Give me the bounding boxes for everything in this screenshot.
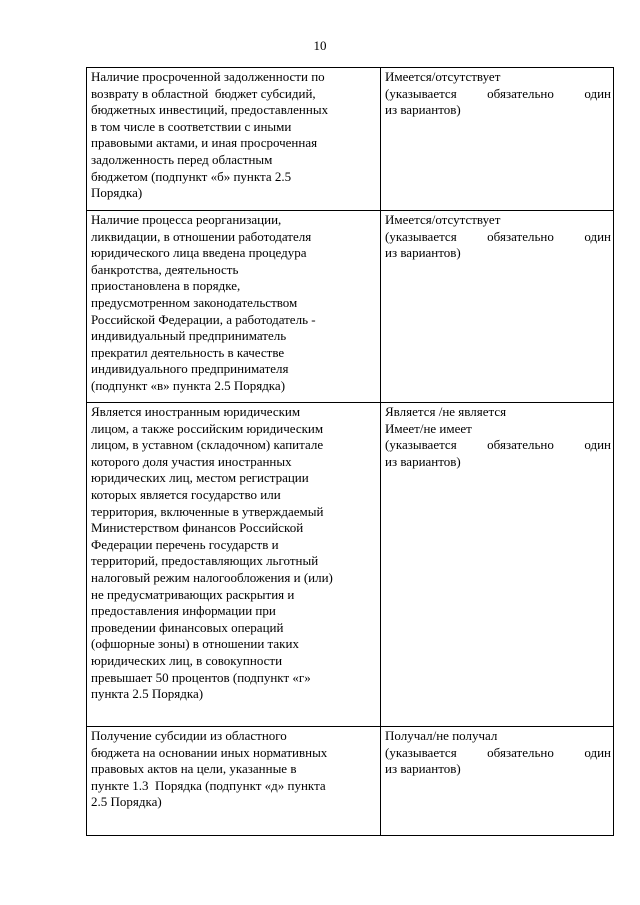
criterion-cell	[87, 211, 381, 403]
criterion-text-line: (офшорные зоны) в отношении таких	[91, 636, 299, 652]
criterion-text-line: Российской Федерации, а работодатель -	[91, 311, 316, 327]
criterion-text-line: 2.5 Порядка)	[91, 794, 162, 810]
criterion-text-line: не предусматривающих раскрытия и	[91, 586, 295, 602]
criterion-cell	[87, 727, 381, 836]
criterion-text-line: предусмотренном законодательством	[91, 294, 298, 310]
answer-cell	[381, 68, 614, 211]
answer-note-line: из вариантов)	[385, 245, 461, 261]
criterion-text-line: возврату в областной бюджет субсидий,	[91, 85, 316, 101]
criterion-text-line: территория, включенные в утверждаемый	[91, 503, 324, 519]
criterion-text-line: Является иностранным юридическим	[91, 404, 301, 419]
answer-options-line: Является /не является	[385, 404, 507, 419]
answer-note-line: (указывается обязательно один	[385, 437, 611, 453]
criterion-text-line: юридических лиц, местом регистрации	[91, 470, 309, 486]
criterion-text-line: которых является государство или	[91, 486, 281, 502]
criterion-text-line: приостановлена в порядке,	[91, 278, 241, 294]
criterion-text-line: пункте 1.3 Порядка (подпункт «д» пункта	[91, 777, 326, 793]
answer-options-line: Имеется/отсутствует	[385, 69, 501, 84]
criterion-text-line: проведении финансовых операций	[91, 619, 284, 635]
answer-note-line: (указывается обязательно один	[385, 744, 611, 760]
criterion-text-line: бюджетом (подпункт «б» пункта 2.5	[91, 168, 292, 184]
table-row	[87, 403, 614, 727]
criterion-text-line: правовыми актами, и иная просроченная	[91, 135, 318, 151]
criterion-text-line: Получение субсидии из областного	[91, 728, 287, 743]
table-row	[87, 727, 614, 836]
answer-cell	[381, 211, 614, 403]
answer-note-line: (указывается обязательно один	[385, 228, 611, 244]
criterion-text-line: правовых актов на цели, указанные в	[91, 761, 297, 777]
criterion-text-line: Наличие процесса реорганизации,	[91, 212, 282, 227]
answer-cell	[381, 727, 614, 836]
answer-options-line: Получал/не получал	[385, 728, 498, 743]
criteria-table	[86, 67, 614, 836]
criterion-text-line: Министерством финансов Российской	[91, 520, 304, 536]
criterion-text-line: бюджетных инвестиций, предоставленных	[91, 102, 329, 118]
answer-options-line: Имеется/отсутствует	[385, 212, 501, 227]
criterion-text-line: территорий, предоставляющих льготный	[91, 553, 319, 569]
criterion-cell	[87, 403, 381, 727]
criterion-text-line: Наличие просроченной задолженности по	[91, 69, 325, 84]
answer-cell	[381, 403, 614, 727]
criterion-text-line: лицом, в уставном (складочном) капитале	[91, 437, 324, 453]
answer-options-line: Имеет/не имеет	[385, 420, 472, 436]
criterion-text-line: индивидуальный предприниматель	[91, 328, 287, 344]
answer-note-line: из вариантов)	[385, 102, 461, 118]
criterion-text-line: лицом, а также российским юридическим	[91, 420, 324, 436]
criterion-text-line: задолженность перед областным	[91, 151, 273, 167]
criterion-text-line: которого доля участия иностранных	[91, 453, 292, 469]
answer-note-line: из вариантов)	[385, 761, 461, 777]
criterion-text-line: налоговый режим налогообложения и (или)	[91, 569, 333, 585]
criterion-text-line: банкротства, деятельность	[91, 261, 239, 277]
criterion-text-line: в том числе в соответствии с иными	[91, 118, 292, 134]
criterion-text-line: пункта 2.5 Порядка)	[91, 686, 204, 702]
answer-note-line: из вариантов)	[385, 453, 461, 469]
criterion-text-line: превышает 50 процентов (подпункт «г»	[91, 669, 311, 685]
criterion-text-line: бюджета на основании иных нормативных	[91, 744, 328, 760]
page-number: 10	[313, 38, 327, 53]
criterion-text-line: прекратил деятельность в качестве	[91, 344, 285, 360]
criterion-text-line: ликвидации, в отношении работодателя	[91, 228, 312, 244]
criterion-text-line: Порядка)	[91, 185, 143, 201]
criterion-text-line: (подпункт «в» пункта 2.5 Порядка)	[91, 377, 286, 393]
table-row	[87, 68, 614, 211]
table-row	[87, 211, 614, 403]
criterion-text-line: предоставления информации при	[91, 603, 276, 619]
criterion-text-line: юридического лица введена процедура	[91, 245, 307, 261]
criterion-text-line: индивидуального предпринимателя	[91, 361, 289, 377]
answer-note-line: (указывается обязательно один	[385, 85, 611, 101]
criterion-text-line: Федерации перечень государств и	[91, 536, 279, 552]
criterion-text-line: юридических лиц, в совокупности	[91, 652, 283, 668]
criterion-cell	[87, 68, 381, 211]
